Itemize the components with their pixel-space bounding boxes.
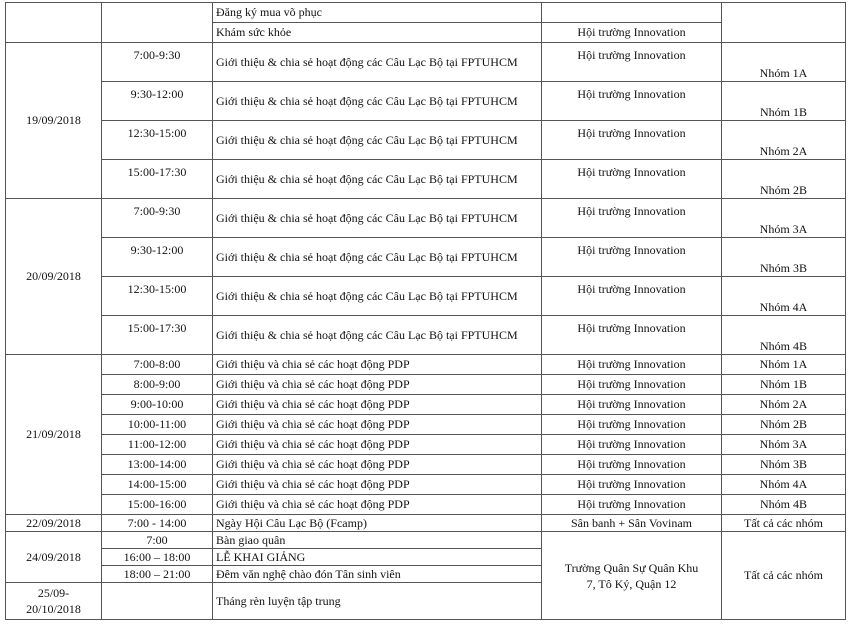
activity-cell: Giới thiệu và chia sẻ các hoạt động PDP xyxy=(213,435,542,455)
venue-cell: Hội trường Innovation xyxy=(542,82,722,121)
activity-cell: LỄ KHAI GIẢNG xyxy=(213,549,542,566)
time-cell: 7:00 xyxy=(102,532,213,549)
table-row xyxy=(6,3,846,23)
group-cell: Nhóm 2A xyxy=(722,121,846,160)
time-cell: 9:30-12:00 xyxy=(102,238,213,277)
group-cell: Nhóm 4A xyxy=(722,475,846,495)
activity-cell: Ngày Hội Câu Lạc Bộ (Fcamp) xyxy=(213,515,542,532)
venue-cell: Hội trường Innovation xyxy=(542,199,722,238)
venue-cell: Hội trường Innovation xyxy=(542,355,722,375)
table-row xyxy=(6,277,846,316)
time-cell: 14:00-15:00 xyxy=(102,475,213,495)
group-cell: Nhóm 4A xyxy=(722,277,846,316)
group-cell: Nhóm 2A xyxy=(722,395,846,415)
time-cell: 15:00-16:00 xyxy=(102,495,213,515)
time-cell xyxy=(102,3,213,43)
activity-cell: Giới thiệu & chia sẻ hoạt động các Câu Lạc Bộ tại FPTUHCM xyxy=(213,121,542,160)
group-cell: Nhóm 1A xyxy=(722,43,846,82)
venue-cell: Hội trường Innovation xyxy=(542,395,722,415)
group-cell: Nhóm 4B xyxy=(722,495,846,515)
date-cell: 20/09/2018 xyxy=(6,199,102,355)
table-row xyxy=(6,238,846,277)
date-cell xyxy=(6,3,102,43)
activity-cell: Giới thiệu & chia sẻ hoạt động các Câu Lạc Bộ tại FPTUHCM xyxy=(213,160,542,199)
time-cell: 7:00 - 14:00 xyxy=(102,515,213,532)
group-cell: Nhóm 3A xyxy=(722,435,846,455)
time-cell: 15:00-17:30 xyxy=(102,316,213,355)
time-cell: 9:30-12:00 xyxy=(102,82,213,121)
date-cell xyxy=(6,583,102,620)
venue-cell xyxy=(542,532,722,620)
time-cell: 16:00 – 18:00 xyxy=(102,549,213,566)
activity-cell: Giới thiệu và chia sẻ các hoạt động PDP xyxy=(213,395,542,415)
venue-cell: Hội trường Innovation xyxy=(542,375,722,395)
group-cell: Nhóm 2B xyxy=(722,160,846,199)
activity-cell: Giới thiệu và chia sẻ các hoạt động PDP xyxy=(213,455,542,475)
venue-cell: Hội trường Innovation xyxy=(542,238,722,277)
table-row xyxy=(6,532,846,549)
time-cell: 18:00 – 21:00 xyxy=(102,566,213,583)
time-cell: 7:00-9:30 xyxy=(102,199,213,238)
venue-line: 7, Tô Ký, Quận 12 xyxy=(586,576,677,591)
table-row xyxy=(6,316,846,355)
venue-cell: Hội trường Innovation xyxy=(542,43,722,82)
group-cell: Nhóm 3B xyxy=(722,455,846,475)
time-cell: 13:00-14:00 xyxy=(102,455,213,475)
activity-cell: Giới thiệu & chia sẻ hoạt động các Câu Lạc Bộ tại FPTUHCM xyxy=(213,238,542,277)
activity-cell: Tháng rèn luyện tập trung xyxy=(213,583,542,620)
activity-cell: Giới thiệu & chia sẻ hoạt động các Câu Lạc Bộ tại FPTUHCM xyxy=(213,316,542,355)
group-cell: Nhóm 3A xyxy=(722,199,846,238)
venue-cell: Hội trường Innovation xyxy=(542,495,722,515)
table-row xyxy=(6,475,846,495)
venue-cell: Hội trường Innovation xyxy=(542,435,722,455)
schedule-table xyxy=(5,2,846,620)
group-cell: Tất cả các nhóm xyxy=(722,532,846,620)
activity-cell: Đêm văn nghệ chào đón Tân sinh viên xyxy=(213,566,542,583)
date-cell: 22/09/2018 xyxy=(6,515,102,532)
table-row xyxy=(6,375,846,395)
activity-cell: Giới thiệu và chia sẻ các hoạt động PDP xyxy=(213,475,542,495)
activity-cell: Giới thiệu & chia sẻ hoạt động các Câu Lạc Bộ tại FPTUHCM xyxy=(213,199,542,238)
table-row xyxy=(6,415,846,435)
date-cell: 24/09/2018 xyxy=(6,532,102,583)
venue-cell: Hội trường Innovation xyxy=(542,316,722,355)
activity-cell: Giới thiệu và chia sẻ các hoạt động PDP xyxy=(213,355,542,375)
group-cell: Nhóm 1A xyxy=(722,355,846,375)
activity-cell: Giới thiệu & chia sẻ hoạt động các Câu Lạc Bộ tại FPTUHCM xyxy=(213,43,542,82)
date-cell: 21/09/2018 xyxy=(6,355,102,515)
table-row xyxy=(6,455,846,475)
activity-cell: Giới thiệu & chia sẻ hoạt động các Câu Lạc Bộ tại FPTUHCM xyxy=(213,82,542,121)
table-row xyxy=(6,495,846,515)
venue-cell: Hội trường Innovation xyxy=(542,455,722,475)
activity-cell: Khám sức khỏe xyxy=(213,23,542,43)
table-row xyxy=(6,355,846,375)
venue-cell xyxy=(542,3,722,23)
venue-line: Trường Quân Sự Quân Khu xyxy=(564,560,699,575)
venue-cell: Hội trường Innovation xyxy=(542,121,722,160)
group-cell xyxy=(722,3,846,43)
venue-cell: Hội trường Innovation xyxy=(542,277,722,316)
table-row xyxy=(6,199,846,238)
table-row xyxy=(6,160,846,199)
activity-cell: Giới thiệu và chia sẻ các hoạt động PDP xyxy=(213,495,542,515)
time-cell: 10:00-11:00 xyxy=(102,415,213,435)
table-row xyxy=(6,515,846,532)
venue-cell: Hội trường Innovation xyxy=(542,23,722,43)
activity-cell: Giới thiệu và chia sẻ các hoạt động PDP xyxy=(213,375,542,395)
time-cell: 12:30-15:00 xyxy=(102,277,213,316)
date-line: 25/09- xyxy=(37,586,70,600)
activity-cell: Đăng ký mua võ phục xyxy=(213,3,542,23)
activity-cell: Giới thiệu & chia sẻ hoạt động các Câu Lạc Bộ tại FPTUHCM xyxy=(213,277,542,316)
time-cell xyxy=(102,583,213,620)
time-cell: 12:30-15:00 xyxy=(102,121,213,160)
activity-cell: Bàn giao quân xyxy=(213,532,542,549)
table-row xyxy=(6,395,846,415)
venue-cell: Hội trường Innovation xyxy=(542,415,722,435)
time-cell: 8:00-9:00 xyxy=(102,375,213,395)
date-line: 20/10/2018 xyxy=(26,602,81,616)
time-cell: 15:00-17:30 xyxy=(102,160,213,199)
group-cell: Nhóm 1B xyxy=(722,375,846,395)
table-row xyxy=(6,82,846,121)
venue-cell: Sân banh + Sân Vovinam xyxy=(542,515,722,532)
activity-cell: Giới thiệu và chia sẻ các hoạt động PDP xyxy=(213,415,542,435)
venue-cell: Hội trường Innovation xyxy=(542,160,722,199)
date-cell: 19/09/2018 xyxy=(6,43,102,199)
time-cell: 7:00-9:30 xyxy=(102,43,213,82)
time-cell: 11:00-12:00 xyxy=(102,435,213,455)
time-cell: 9:00-10:00 xyxy=(102,395,213,415)
table-row xyxy=(6,121,846,160)
time-cell: 7:00-8:00 xyxy=(102,355,213,375)
group-cell: Tất cả các nhóm xyxy=(722,515,846,532)
group-cell: Nhóm 1B xyxy=(722,82,846,121)
group-cell: Nhóm 4B xyxy=(722,316,846,355)
group-cell: Nhóm 2B xyxy=(722,415,846,435)
table-row xyxy=(6,435,846,455)
table-row xyxy=(6,43,846,82)
venue-cell: Hội trường Innovation xyxy=(542,475,722,495)
group-cell: Nhóm 3B xyxy=(722,238,846,277)
